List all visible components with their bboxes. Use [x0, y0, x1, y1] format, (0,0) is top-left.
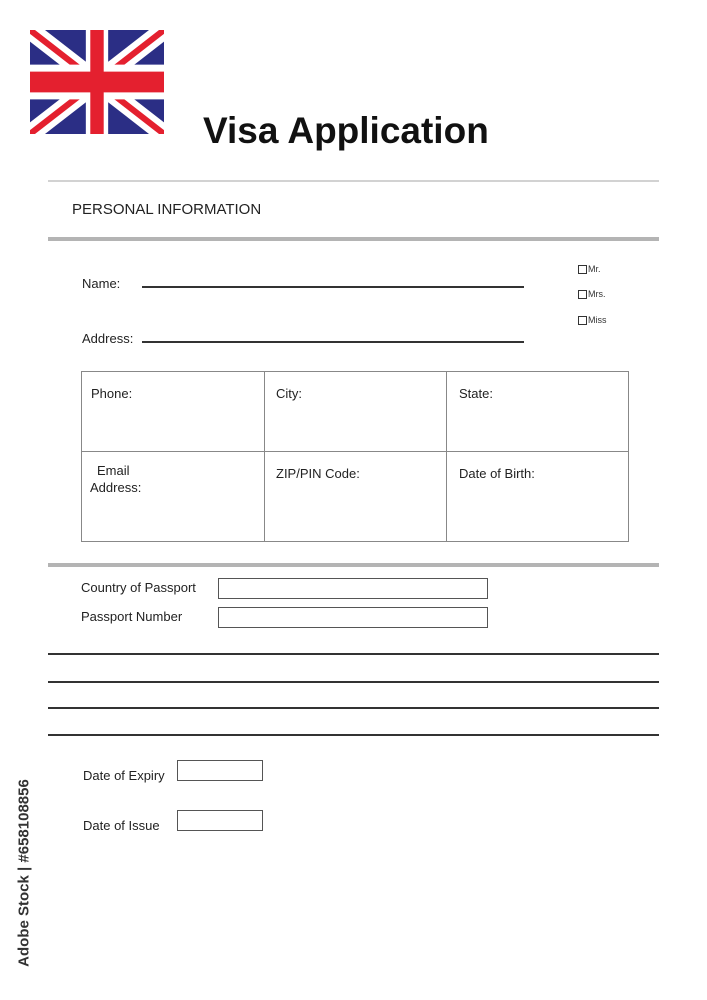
address-label: Address:	[82, 331, 134, 346]
dob-label: Date of Birth:	[459, 466, 535, 481]
zip-label: ZIP/PIN Code:	[276, 466, 360, 481]
date-of-expiry-label: Date of Expiry	[83, 768, 165, 783]
title-option-label: Mrs.	[588, 289, 606, 299]
ruled-line[interactable]	[48, 707, 659, 709]
email-label-line1: Email	[97, 463, 130, 478]
contact-details-grid	[81, 371, 629, 542]
title-option-label: Miss	[588, 315, 607, 325]
country-of-passport-label: Country of Passport	[81, 580, 196, 595]
email-cell[interactable]	[82, 452, 265, 542]
passport-number-input[interactable]	[218, 607, 488, 628]
state-label: State:	[459, 386, 493, 401]
ruled-line[interactable]	[48, 653, 659, 655]
name-field[interactable]	[142, 286, 524, 288]
union-jack-flag-icon	[30, 30, 164, 134]
city-label: City:	[276, 386, 302, 401]
dob-cell[interactable]	[447, 452, 629, 542]
name-label: Name:	[82, 276, 121, 291]
checkbox-miss[interactable]	[578, 316, 587, 325]
state-cell[interactable]	[447, 372, 629, 452]
passport-section-divider	[48, 563, 659, 567]
date-of-issue-label: Date of Issue	[83, 818, 160, 833]
phone-label: Phone:	[91, 386, 133, 401]
ruled-line[interactable]	[48, 681, 659, 683]
stock-watermark-text: Adobe Stock | #658108856	[15, 779, 33, 967]
checkbox-mrs[interactable]	[578, 290, 587, 299]
title-option-miss[interactable]	[578, 315, 607, 325]
title-option-mr[interactable]	[578, 264, 601, 274]
title-option-label: Mr.	[588, 264, 601, 274]
passport-number-label: Passport Number	[81, 609, 183, 624]
email-label-line2: Address:	[90, 480, 142, 495]
page-title: Visa Application	[203, 110, 489, 151]
checkbox-mr[interactable]	[578, 265, 587, 274]
city-cell[interactable]	[265, 372, 447, 452]
stock-watermark	[14, 762, 34, 984]
address-field[interactable]	[142, 341, 524, 343]
date-of-issue-input[interactable]	[177, 810, 263, 831]
phone-cell[interactable]	[82, 372, 265, 452]
ruled-line[interactable]	[48, 734, 659, 736]
zip-cell[interactable]	[265, 452, 447, 542]
title-option-mrs[interactable]	[578, 289, 606, 299]
section-title-personal-information: PERSONAL INFORMATION	[72, 201, 262, 218]
country-of-passport-input[interactable]	[218, 578, 488, 599]
date-of-expiry-input[interactable]	[177, 760, 263, 781]
header-divider	[48, 180, 659, 182]
section-divider	[48, 237, 659, 241]
